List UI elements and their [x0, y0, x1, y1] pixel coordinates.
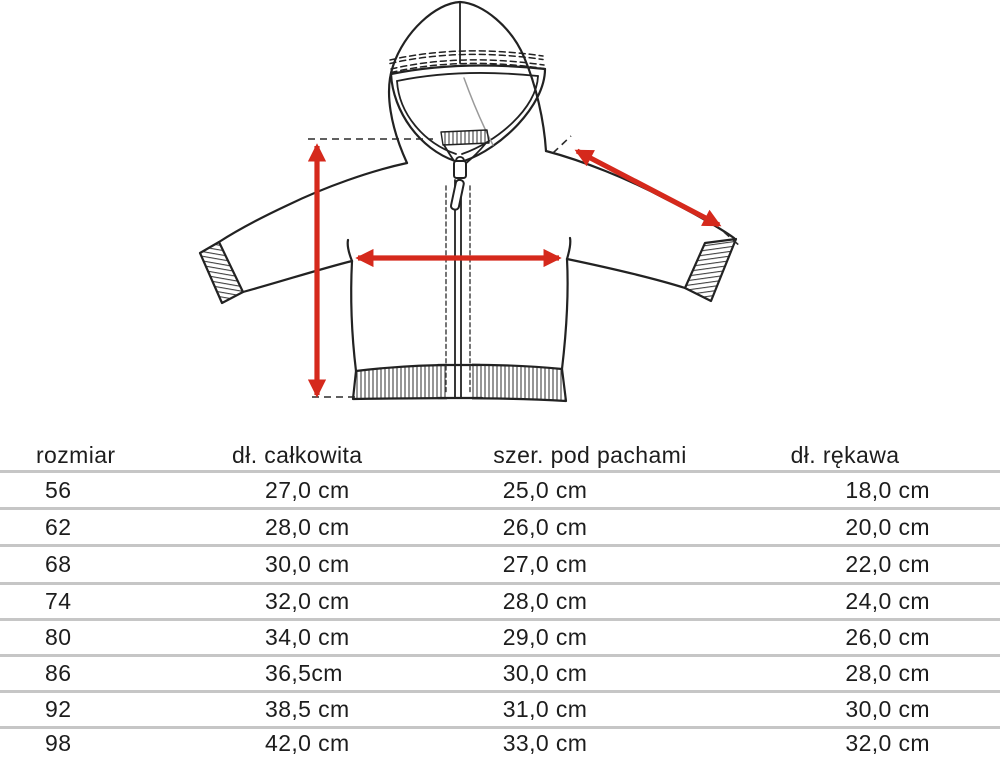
sleeve-length-value: 28,0 cm	[845, 660, 930, 686]
table-row	[0, 693, 1000, 729]
sleeve-length-value: 30,0 cm	[845, 696, 930, 722]
underarm-width-value: 28,0 cm	[502, 588, 588, 614]
left-cuff	[200, 242, 243, 303]
size-table	[0, 440, 1000, 757]
size-value: 56	[45, 476, 72, 503]
left-sleeve	[200, 163, 407, 303]
total-length-value: 28,0 cm	[265, 513, 350, 540]
sleeve-length-value: 22,0 cm	[845, 551, 930, 577]
collar-rib	[441, 130, 489, 145]
col-header-size: rozmiar	[36, 441, 116, 468]
sleeve-length-value: 18,0 cm	[845, 476, 930, 503]
underarm-width-value: 33,0 cm	[502, 729, 588, 756]
table-header-row	[0, 440, 1000, 473]
sleeve-length-value: 32,0 cm	[845, 729, 930, 756]
underarm-width-value: 26,0 cm	[502, 513, 588, 540]
total-length-value: 30,0 cm	[265, 551, 350, 577]
total-length-value: 42,0 cm	[265, 729, 350, 756]
measure-guides	[308, 136, 741, 397]
sleeve-length-arrow	[577, 151, 719, 225]
col-header-underarm-width: szer. pod pachami	[493, 441, 687, 468]
sleeve-length-value: 20,0 cm	[845, 513, 930, 540]
table-row	[0, 729, 1000, 757]
size-value: 80	[45, 624, 72, 650]
hood	[389, 2, 546, 165]
table-row	[0, 547, 1000, 585]
underarm-width-value: 30,0 cm	[502, 660, 588, 686]
sleeve-length-value: 26,0 cm	[845, 624, 930, 650]
col-header-sleeve-length: dł. rękawa	[790, 441, 900, 468]
underarm-width-value: 31,0 cm	[502, 696, 588, 722]
col-header-total-length: dł. całkowita	[232, 441, 363, 468]
size-value: 98	[45, 729, 72, 756]
right-sleeve	[546, 151, 736, 301]
total-length-value: 32,0 cm	[265, 588, 350, 614]
total-length-value: 38,5 cm	[265, 696, 350, 722]
table-row	[0, 657, 1000, 693]
underarm-width-value: 29,0 cm	[502, 624, 588, 650]
total-length-value: 27,0 cm	[265, 476, 350, 503]
underarm-width-value: 27,0 cm	[502, 551, 588, 577]
body	[348, 238, 571, 404]
size-value: 62	[45, 513, 72, 540]
sleeve-length-value: 24,0 cm	[845, 588, 930, 614]
size-value: 86	[45, 660, 72, 686]
jacket-outline	[200, 2, 736, 404]
table-row	[0, 473, 1000, 510]
table-row	[0, 585, 1000, 621]
zipper-pull	[450, 179, 464, 210]
measurement-arrows	[317, 146, 719, 395]
size-value: 74	[45, 588, 72, 614]
right-cuff	[685, 239, 736, 301]
underarm-width-value: 25,0 cm	[502, 476, 588, 503]
table-row	[0, 510, 1000, 547]
zipper-slider	[454, 161, 466, 178]
table-row	[0, 621, 1000, 657]
total-length-value: 36,5cm	[265, 660, 343, 686]
size-value: 92	[45, 696, 72, 722]
total-length-value: 34,0 cm	[265, 624, 350, 650]
size-value: 68	[45, 551, 72, 577]
